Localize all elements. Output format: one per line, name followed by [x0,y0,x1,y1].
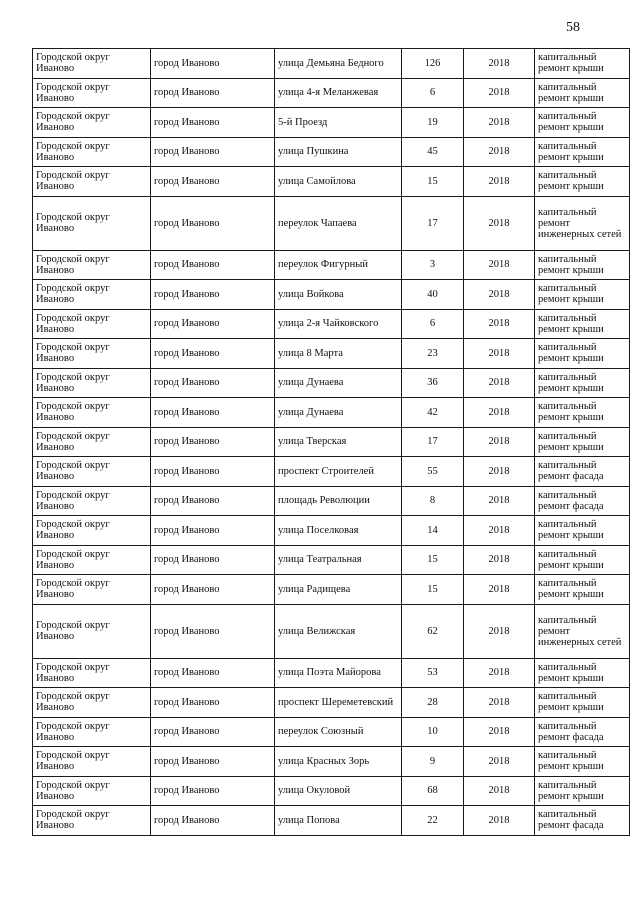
street-cell: улица 2-я Чайковского [275,309,402,339]
street-cell: переулок Союзный [275,717,402,747]
city-cell: город Иваново [151,516,275,546]
street-cell: проспект Шереметевский [275,688,402,718]
street-cell: переулок Чапаева [275,196,402,250]
table-row [33,368,630,398]
year-cell: 2018 [464,108,535,138]
table-row [33,49,630,79]
street-cell: улица Поэта Майорова [275,658,402,688]
street-cell: улица Войкова [275,280,402,310]
city-cell: город Иваново [151,776,275,806]
district-cell: Городской округ Иваново [33,688,151,718]
work-type-cell: капитальный ремонт крыши [535,776,630,806]
street-cell: улица Радищева [275,575,402,605]
table-row [33,309,630,339]
house-number-cell: 3 [402,250,464,280]
table-row [33,137,630,167]
table-row [33,339,630,369]
table-row [33,486,630,516]
year-cell: 2018 [464,806,535,836]
work-type-cell: капитальный ремонт крыши [535,747,630,777]
year-cell: 2018 [464,717,535,747]
table-row [33,747,630,777]
city-cell: город Иваново [151,688,275,718]
street-cell: улица Велижская [275,604,402,658]
year-cell: 2018 [464,776,535,806]
table-row [33,717,630,747]
year-cell: 2018 [464,78,535,108]
city-cell: город Иваново [151,486,275,516]
house-number-cell: 6 [402,309,464,339]
city-cell: город Иваново [151,108,275,138]
year-cell: 2018 [464,604,535,658]
table-row [33,516,630,546]
district-cell: Городской округ Иваново [33,280,151,310]
street-cell: улица Тверская [275,427,402,457]
house-number-cell: 15 [402,575,464,605]
house-number-cell: 55 [402,457,464,487]
house-number-cell: 15 [402,167,464,197]
year-cell: 2018 [464,368,535,398]
year-cell: 2018 [464,427,535,457]
work-type-cell: капитальный ремонт фасада [535,486,630,516]
street-cell: улица 8 Марта [275,339,402,369]
work-type-cell: капитальный ремонт крыши [535,137,630,167]
district-cell: Городской округ Иваново [33,486,151,516]
year-cell: 2018 [464,137,535,167]
district-cell: Городской округ Иваново [33,196,151,250]
year-cell: 2018 [464,747,535,777]
city-cell: город Иваново [151,545,275,575]
house-number-cell: 36 [402,368,464,398]
house-number-cell: 19 [402,108,464,138]
district-cell: Городской округ Иваново [33,806,151,836]
table-row [33,688,630,718]
street-cell: улица Самойлова [275,167,402,197]
street-cell: улица Дунаева [275,398,402,428]
district-cell: Городской округ Иваново [33,658,151,688]
street-cell: 5-й Проезд [275,108,402,138]
district-cell: Городской округ Иваново [33,398,151,428]
work-type-cell: капитальный ремонт крыши [535,658,630,688]
year-cell: 2018 [464,167,535,197]
district-cell: Городской округ Иваново [33,457,151,487]
district-cell: Городской округ Иваново [33,309,151,339]
work-type-cell: капитальный ремонт крыши [535,280,630,310]
table-row [33,196,630,250]
year-cell: 2018 [464,545,535,575]
table-row [33,250,630,280]
table-row [33,806,630,836]
house-number-cell: 15 [402,545,464,575]
table-row [33,658,630,688]
house-number-cell: 6 [402,78,464,108]
district-cell: Городской округ Иваново [33,776,151,806]
city-cell: город Иваново [151,250,275,280]
house-number-cell: 14 [402,516,464,546]
city-cell: город Иваново [151,196,275,250]
city-cell: город Иваново [151,368,275,398]
table-row [33,457,630,487]
street-cell: улица Попова [275,806,402,836]
city-cell: город Иваново [151,339,275,369]
house-number-cell: 8 [402,486,464,516]
district-cell: Городской округ Иваново [33,137,151,167]
table-row [33,167,630,197]
district-cell: Городской округ Иваново [33,49,151,79]
district-cell: Городской округ Иваново [33,717,151,747]
district-cell: Городской округ Иваново [33,604,151,658]
street-cell: площадь Революции [275,486,402,516]
street-cell: улица Красных Зорь [275,747,402,777]
district-cell: Городской округ Иваново [33,545,151,575]
year-cell: 2018 [464,309,535,339]
year-cell: 2018 [464,486,535,516]
table-row [33,776,630,806]
work-type-cell: капитальный ремонт фасада [535,806,630,836]
work-type-cell: капитальный ремонт крыши [535,688,630,718]
table-row [33,427,630,457]
city-cell: город Иваново [151,309,275,339]
table-row [33,108,630,138]
table-row [33,575,630,605]
year-cell: 2018 [464,280,535,310]
year-cell: 2018 [464,250,535,280]
house-number-cell: 53 [402,658,464,688]
work-type-cell: капитальный ремонт крыши [535,167,630,197]
year-cell: 2018 [464,658,535,688]
work-type-cell: капитальный ремонт инженерных сетей [535,196,630,250]
repair-registry-table [32,48,630,836]
district-cell: Городской округ Иваново [33,108,151,138]
house-number-cell: 40 [402,280,464,310]
year-cell: 2018 [464,196,535,250]
house-number-cell: 42 [402,398,464,428]
district-cell: Городской округ Иваново [33,250,151,280]
city-cell: город Иваново [151,604,275,658]
city-cell: город Иваново [151,747,275,777]
street-cell: улица Поселковая [275,516,402,546]
house-number-cell: 10 [402,717,464,747]
street-cell: переулок Фигурный [275,250,402,280]
street-cell: улица Демьяна Бедного [275,49,402,79]
year-cell: 2018 [464,516,535,546]
table-body [33,49,630,836]
work-type-cell: капитальный ремонт крыши [535,49,630,79]
year-cell: 2018 [464,688,535,718]
work-type-cell: капитальный ремонт крыши [535,250,630,280]
year-cell: 2018 [464,575,535,605]
district-cell: Городской округ Иваново [33,78,151,108]
street-cell: улица Дунаева [275,368,402,398]
work-type-cell: капитальный ремонт крыши [535,108,630,138]
district-cell: Городской округ Иваново [33,575,151,605]
work-type-cell: капитальный ремонт инженерных сетей [535,604,630,658]
city-cell: город Иваново [151,280,275,310]
house-number-cell: 17 [402,427,464,457]
work-type-cell: капитальный ремонт фасада [535,717,630,747]
table-row [33,398,630,428]
city-cell: город Иваново [151,78,275,108]
house-number-cell: 28 [402,688,464,718]
work-type-cell: капитальный ремонт крыши [535,398,630,428]
city-cell: город Иваново [151,427,275,457]
house-number-cell: 68 [402,776,464,806]
city-cell: город Иваново [151,575,275,605]
table-row [33,545,630,575]
street-cell: улица 4-я Меланжевая [275,78,402,108]
district-cell: Городской округ Иваново [33,368,151,398]
work-type-cell: капитальный ремонт крыши [535,575,630,605]
table-row [33,78,630,108]
district-cell: Городской округ Иваново [33,339,151,369]
street-cell: улица Театральная [275,545,402,575]
work-type-cell: капитальный ремонт фасада [535,457,630,487]
city-cell: город Иваново [151,658,275,688]
table-row [33,604,630,658]
year-cell: 2018 [464,457,535,487]
page-number: 58 [566,20,580,35]
work-type-cell: капитальный ремонт крыши [535,427,630,457]
street-cell: улица Окуловой [275,776,402,806]
city-cell: город Иваново [151,167,275,197]
work-type-cell: капитальный ремонт крыши [535,368,630,398]
city-cell: город Иваново [151,398,275,428]
house-number-cell: 126 [402,49,464,79]
city-cell: город Иваново [151,806,275,836]
year-cell: 2018 [464,339,535,369]
city-cell: город Иваново [151,137,275,167]
district-cell: Городской округ Иваново [33,747,151,777]
work-type-cell: капитальный ремонт крыши [535,309,630,339]
house-number-cell: 23 [402,339,464,369]
street-cell: проспект Строителей [275,457,402,487]
house-number-cell: 45 [402,137,464,167]
house-number-cell: 17 [402,196,464,250]
house-number-cell: 9 [402,747,464,777]
table-row [33,280,630,310]
district-cell: Городской округ Иваново [33,516,151,546]
work-type-cell: капитальный ремонт крыши [535,545,630,575]
work-type-cell: капитальный ремонт крыши [535,339,630,369]
district-cell: Городской округ Иваново [33,167,151,197]
year-cell: 2018 [464,49,535,79]
house-number-cell: 22 [402,806,464,836]
city-cell: город Иваново [151,49,275,79]
district-cell: Городской округ Иваново [33,427,151,457]
work-type-cell: капитальный ремонт крыши [535,78,630,108]
work-type-cell: капитальный ремонт крыши [535,516,630,546]
street-cell: улица Пушкина [275,137,402,167]
city-cell: город Иваново [151,717,275,747]
city-cell: город Иваново [151,457,275,487]
house-number-cell: 62 [402,604,464,658]
year-cell: 2018 [464,398,535,428]
